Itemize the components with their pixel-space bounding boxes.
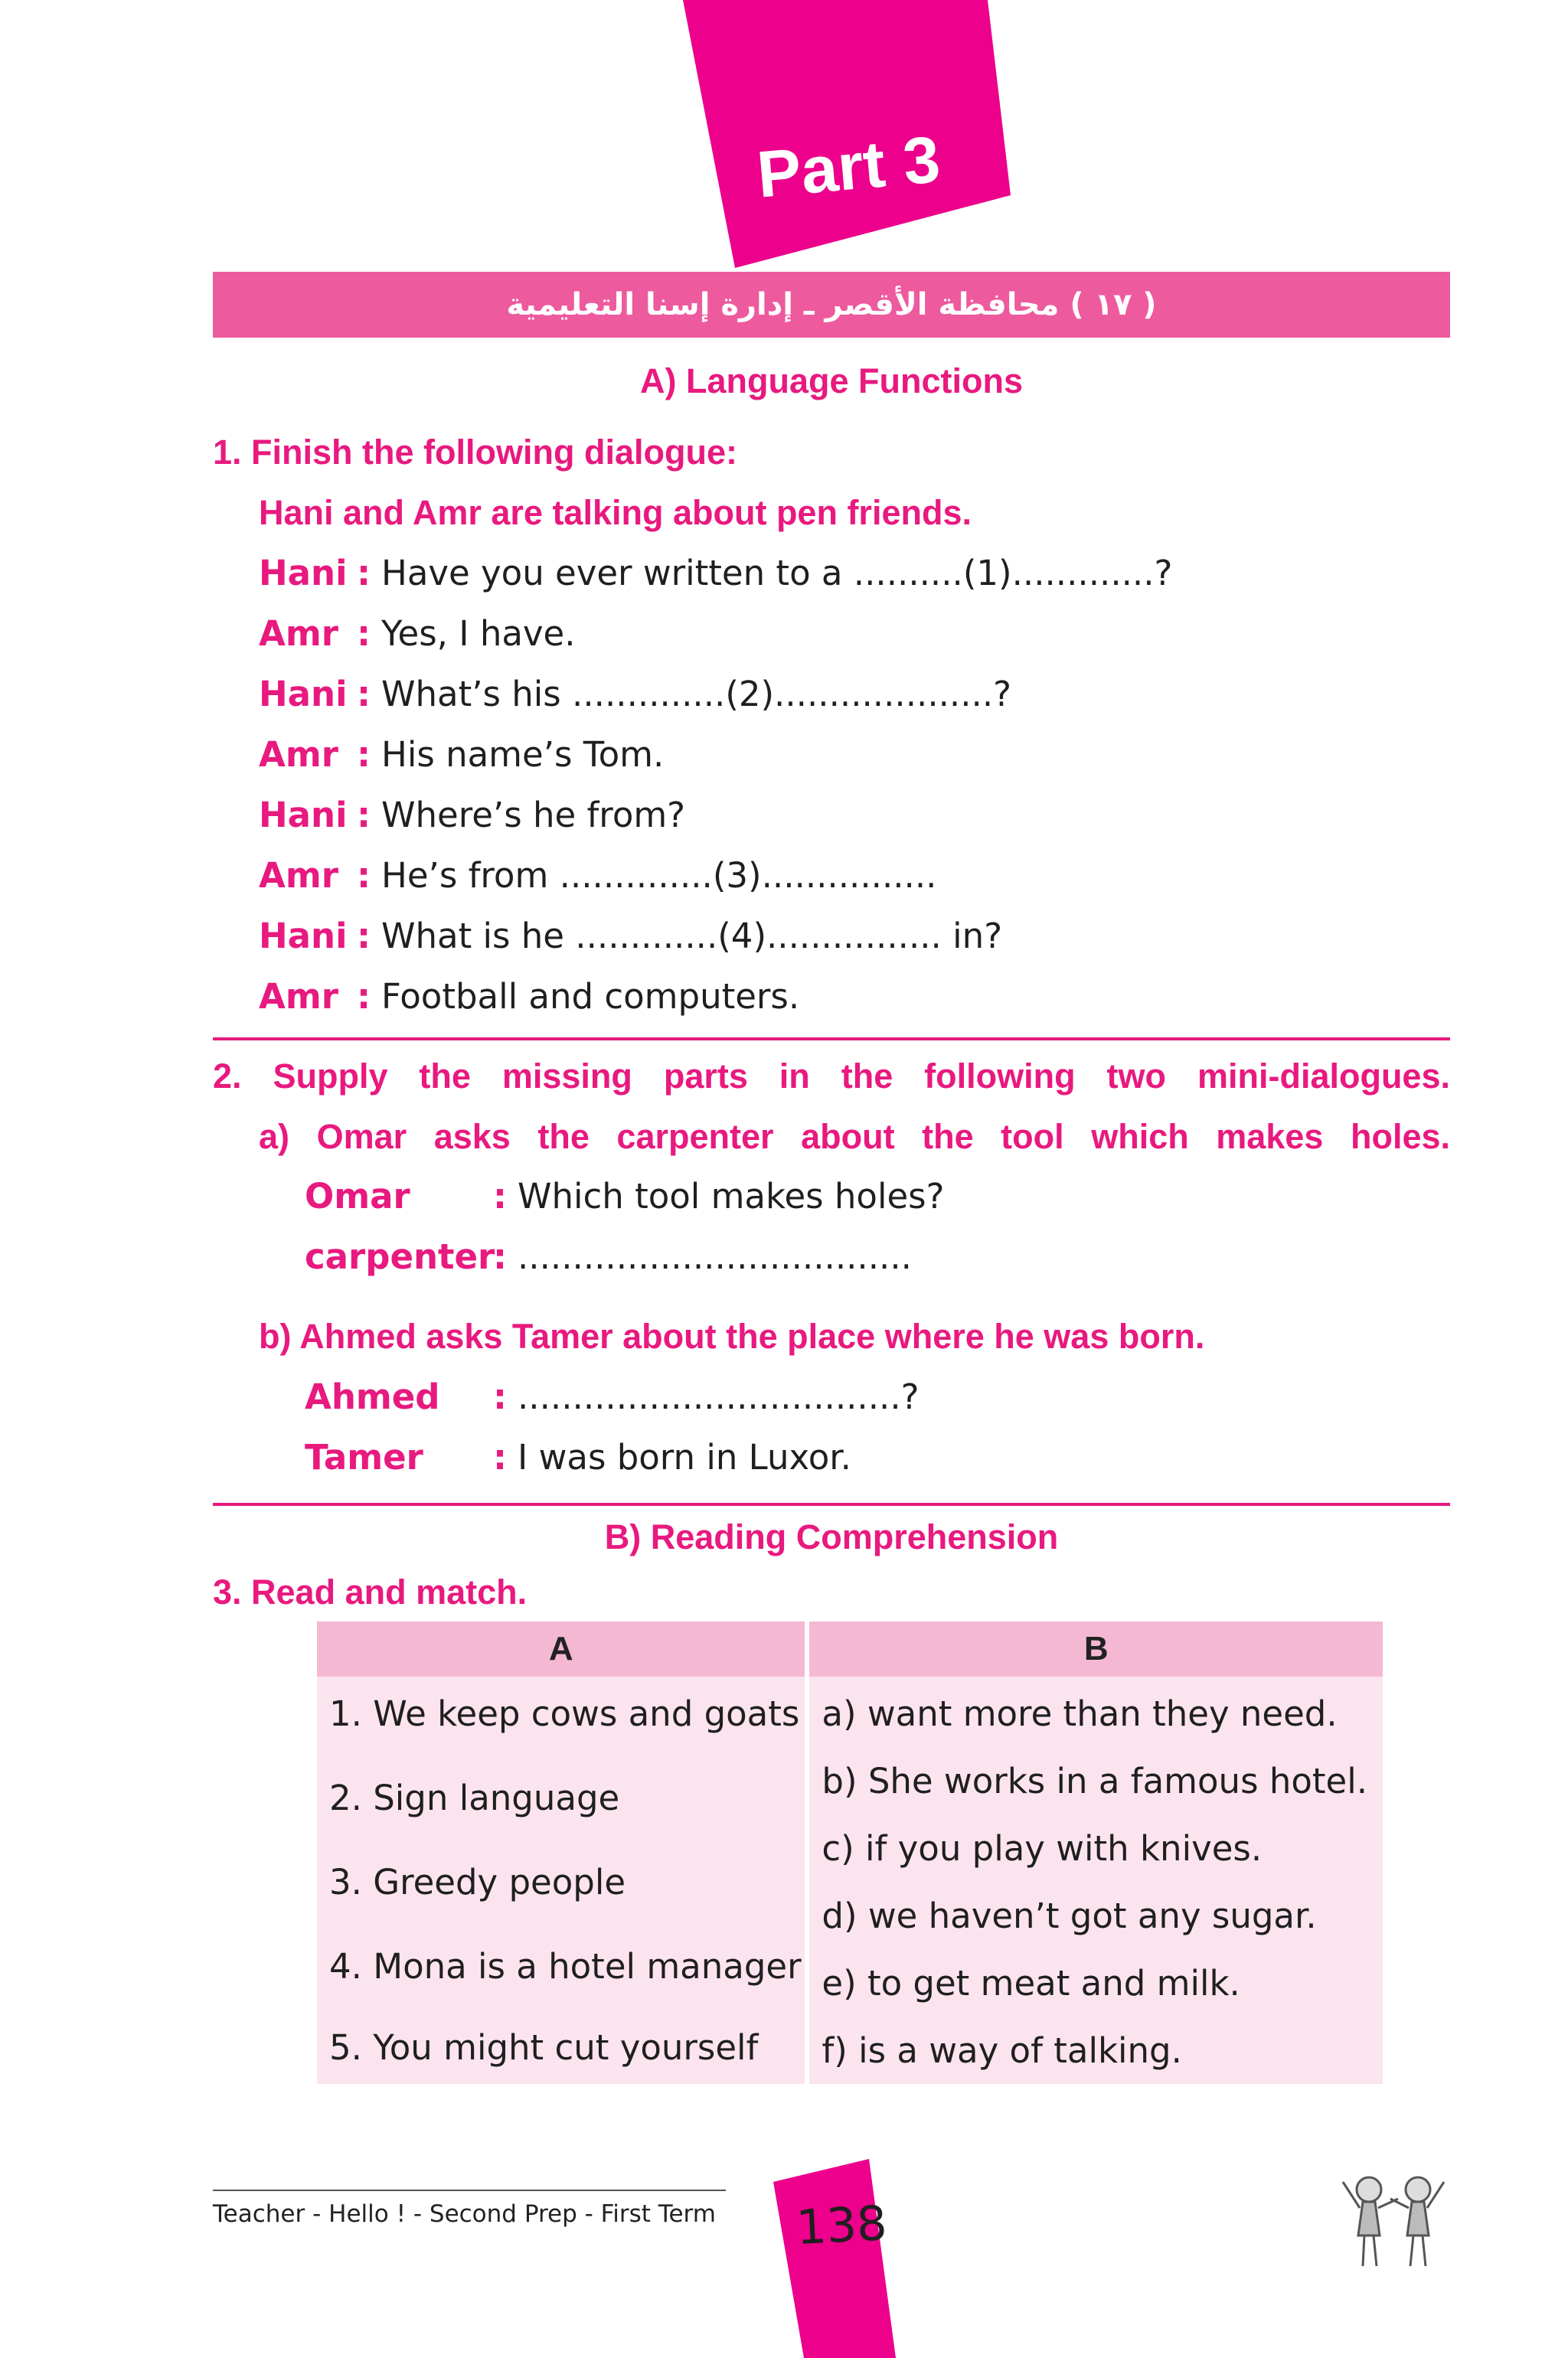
dialogue-text: Football and computers. [381, 976, 800, 1017]
divider [213, 1503, 1450, 1506]
footer-book-title: Teacher - Hello ! - Second Prep - First Term [213, 2200, 716, 2228]
speaker-label: Amr [259, 734, 338, 775]
speaker-label: Hani [259, 553, 348, 593]
speaker-label: Hani [259, 916, 348, 956]
matching-table [312, 1622, 1387, 2084]
dialogue-line: Amr : Yes, I have. [259, 613, 576, 654]
speaker-label: carpenter [305, 1236, 495, 1277]
q1-context: Hani and Amr are talking about pen friends. [259, 493, 972, 532]
list-item: f) is a way of talking. [822, 2030, 1182, 2071]
dialogue-line: Hani : What is he .............(4)................ in? [259, 916, 1003, 956]
dialogue-text: I was born in Luxor. [518, 1437, 851, 1478]
section-b-title: B) Reading Comprehension [604, 1517, 1059, 1556]
list-item: b) She works in a famous hotel. [822, 1761, 1368, 1801]
dialogue-line: Hani : Have you ever written to a ..........(1).............? [259, 553, 1173, 593]
page-number: 138 [795, 2194, 889, 2256]
q3-title: 3. Read and match. [213, 1573, 528, 1612]
q2-title: 2. Supply the missing parts in the following two mini-dialogues. [213, 1057, 1450, 1096]
dialogue-line: carpenter: .................................... [305, 1236, 912, 1277]
dialogue-line: Amr : He’s from ..............(3)................ [259, 855, 937, 896]
divider [213, 1037, 1450, 1040]
column-a-header: A [317, 1622, 805, 1677]
q1-title: 1. Finish the following dialogue: [213, 433, 737, 472]
speaker-label: Ahmed [305, 1377, 440, 1417]
kids-illustration [1332, 2159, 1455, 2281]
q2b-prompt: b) Ahmed asks Tamer about the place where he was born. [259, 1317, 1205, 1356]
list-item: 4. Mona is a hotel manager [329, 1946, 802, 1987]
dialogue-text: .................................... [518, 1236, 912, 1277]
dialogue-line: Omar : Which tool makes holes? [305, 1176, 945, 1217]
footer-rule [213, 2190, 726, 2191]
dialogue-text: What is he .............(4)................ in? [381, 916, 1003, 956]
column-b-header: B [809, 1622, 1383, 1677]
part-title: Part 3 [754, 122, 943, 212]
dialogue-text: His name’s Tom. [381, 734, 665, 775]
list-item: 5. You might cut yourself [329, 2027, 759, 2068]
list-item: 2. Sign language [329, 1778, 620, 1818]
speaker-label: Hani [259, 674, 348, 714]
dialogue-text: Which tool makes holes? [518, 1176, 945, 1217]
list-item: 1. We keep cows and goats [329, 1693, 800, 1734]
dialogue-line: Amr : Football and computers. [259, 976, 800, 1017]
dialogue-text: He’s from ..............(3)................ [381, 855, 937, 896]
dialogue-line: Amr : His name’s Tom. [259, 734, 665, 775]
speaker-label: Amr [259, 976, 338, 1017]
speaker-label: Amr [259, 613, 338, 654]
column-b-cell [809, 1677, 1383, 2084]
dialogue-line: Tamer : I was born in Luxor. [305, 1437, 851, 1478]
speaker-label: Omar [305, 1176, 410, 1217]
q2a-prompt: a) Omar asks the carpenter about the tool which makes holes. [259, 1117, 1450, 1156]
speaker-label: Hani [259, 795, 348, 835]
dialogue-line: Hani : Where’s he from? [259, 795, 686, 835]
dialogue-text: Yes, I have. [381, 613, 576, 654]
dialogue-line: Hani : What’s his ..............(2)....................? [259, 674, 1012, 714]
dialogue-text: Have you ever written to a ..........(1).............? [381, 553, 1173, 593]
section-a-title: A) Language Functions [640, 361, 1023, 400]
list-item: 3. Greedy people [329, 1862, 626, 1902]
list-item: a) want more than they need. [822, 1693, 1338, 1734]
page-number-badge [773, 2159, 896, 2358]
speaker-label: Amr [259, 855, 338, 896]
list-item: d) we haven’t got any sugar. [822, 1896, 1317, 1936]
dialogue-text: ...................................? [518, 1377, 920, 1417]
column-a-cell [317, 1677, 805, 2084]
list-item: c) if you play with knives. [822, 1828, 1263, 1869]
speaker-label: Tamer [305, 1437, 423, 1478]
dialogue-line: Ahmed : ...................................? [305, 1377, 920, 1417]
list-item: e) to get meat and milk. [822, 1963, 1240, 2004]
dialogue-text: Where’s he from? [381, 795, 686, 835]
exam-source-bar [213, 272, 1450, 338]
dialogue-text: What’s his ..............(2)....................? [381, 674, 1012, 714]
exam-source-text: ( ١٧ ) محافظة الأقصر ـ إدارة إسنا التعليمية [506, 287, 1157, 322]
